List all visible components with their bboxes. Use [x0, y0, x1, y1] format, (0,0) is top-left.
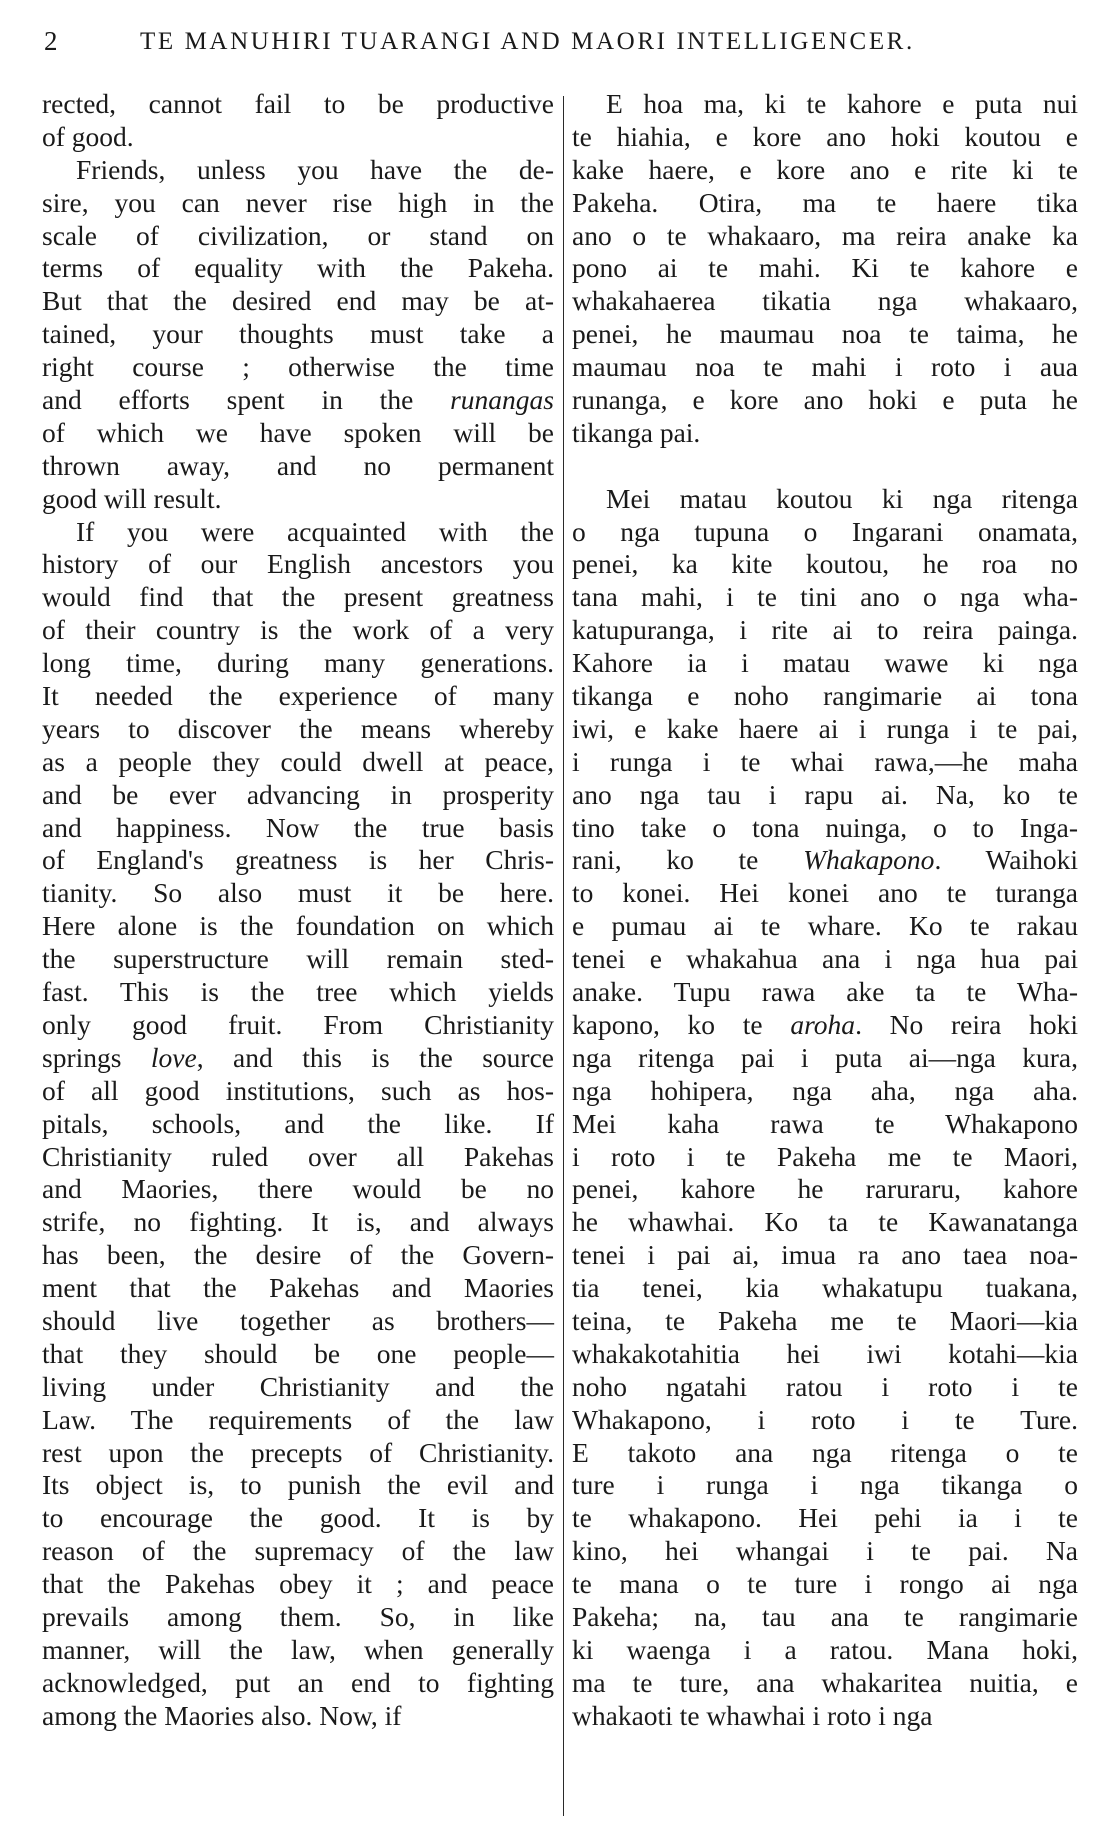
maori-text-line: o nga tupuna o Ingarani onamata,: [572, 515, 1078, 547]
maori-text-line: tia tenei, kia whakatupu tuakana,: [572, 1272, 1078, 1304]
maori-text-line: ma te ture, ana whakaritea nuitia, e: [572, 1666, 1078, 1698]
maori-text-line: ki waenga i a ratou. Mana hoki,: [572, 1633, 1078, 1665]
english-text-line: fast. This is the tree which yields: [42, 976, 554, 1008]
english-text-line: springs love, and this is the source: [42, 1041, 554, 1073]
english-text-line: scale of civilization, or stand on: [42, 219, 554, 251]
maori-text-line: whakaoti te whawhai i roto i nga: [572, 1699, 933, 1731]
english-text-line: reason of the supremacy of the law: [42, 1535, 554, 1567]
english-text-line: Christianity ruled over all Pakehas: [42, 1140, 554, 1172]
maori-text-line: te whakapono. Hei pehi ia i te: [572, 1502, 1078, 1534]
maori-text-line: runanga, e kore ano hoki e puta he: [572, 384, 1078, 416]
maori-text-line: kino, hei whangai i te pai. Na: [572, 1535, 1078, 1567]
english-text-line: of England's greatness is her Chris-: [42, 844, 554, 876]
english-text-line: should live together as brothers—: [42, 1304, 554, 1336]
english-text-line: Law. The requirements of the law: [42, 1403, 554, 1435]
maori-text-line: whakakotahitia hei iwi kotahi—kia: [572, 1337, 1078, 1369]
maori-text-line: to konei. Hei konei ano te turanga: [572, 877, 1078, 909]
maori-column: [572, 88, 1078, 1733]
english-text-line: Friends, unless you have the de-: [76, 153, 554, 185]
page-header: [40, 26, 1090, 66]
maori-text-line: he whawhai. Ko ta te Kawanatanga: [572, 1206, 1078, 1238]
maori-text-line: te hiahia, e kore ano hoki koutou e: [572, 120, 1078, 152]
english-text-line: that the Pakehas obey it ; and peace: [42, 1568, 554, 1600]
english-text-line: and efforts spent in the runangas: [42, 384, 554, 416]
english-text-line: rected, cannot fail to be productive: [42, 88, 554, 119]
english-text-line: Here alone is the foundation on which: [42, 910, 554, 942]
english-text-line: ment that the Pakehas and Maories: [42, 1272, 554, 1304]
maori-text-line: iwi, e kake haere ai i runga i te pai,: [572, 712, 1078, 744]
maori-text-line: whakahaerea tikatia nga whakaaro,: [572, 285, 1078, 317]
maori-text-line: tenei e whakahua ana i nga hua pai: [572, 943, 1078, 975]
english-text-line: that they should be one people—: [42, 1337, 554, 1369]
english-text-line: among the Maories also. Now, if: [42, 1699, 402, 1731]
maori-text-line: penei, kahore he raruraru, kahore: [572, 1173, 1078, 1205]
english-column: [42, 88, 554, 1733]
italic-word: aroha: [790, 1008, 856, 1040]
english-text-line: would find that the present greatness: [42, 581, 554, 613]
italic-word: love: [150, 1041, 197, 1073]
english-text-line: thrown away, and no permanent: [42, 449, 554, 481]
english-text-line: of which we have spoken will be: [42, 416, 554, 448]
english-text-line: years to discover the means whereby: [42, 712, 554, 744]
page-number: 2: [44, 26, 59, 56]
maori-text-line: nga hohipera, nga aha, nga aha.: [572, 1074, 1078, 1106]
english-text-line: But that the desired end may be at-: [42, 285, 554, 317]
maori-text-line: tikanga e noho rangimarie ai tona: [572, 680, 1078, 712]
english-text-line: and happiness. Now the true basis: [42, 811, 554, 843]
maori-text-line: tana mahi, i te tini ano o nga wha-: [572, 581, 1078, 613]
maori-text-line: Whakapono, i roto i te Ture.: [572, 1403, 1078, 1435]
english-text-line: as a people they could dwell at peace,: [42, 745, 554, 777]
maori-text-line: tenei i pai ai, imua ra ano taea noa-: [572, 1239, 1078, 1271]
english-text-line: tianity. So also must it be here.: [42, 877, 554, 909]
english-text-line: good will result.: [42, 482, 222, 514]
english-text-line: It needed the experience of many: [42, 680, 554, 712]
english-text-line: rest upon the precepts of Christianity.: [42, 1436, 554, 1468]
maori-text-line: Pakeha. Otira, ma te haere tika: [572, 186, 1078, 218]
maori-text-line: ano nga tau i rapu ai. Na, ko te: [572, 778, 1078, 810]
maori-text-line: anake. Tupu rawa ake ta te Wha-: [572, 976, 1078, 1008]
column-divider: [563, 96, 564, 1816]
english-text-line: to encourage the good. It is by: [42, 1502, 554, 1534]
english-text-line: the superstructure will remain sted-: [42, 943, 554, 975]
english-text-line: of all good institutions, such as hos-: [42, 1074, 554, 1106]
maori-text-line: Kahore ia i matau wawe ki nga: [572, 647, 1078, 679]
english-text-line: and Maories, there would be no: [42, 1173, 554, 1205]
english-text-line: living under Christianity and the: [42, 1370, 554, 1402]
english-text-line: manner, will the law, when generally: [42, 1633, 554, 1665]
english-text-line: right course ; otherwise the time: [42, 351, 554, 383]
english-text-line: sire, you can never rise high in the: [42, 186, 554, 218]
maori-text-line: penei, he maumau noa te taima, he: [572, 318, 1078, 350]
maori-text-line: kake haere, e kore ano e rite ki te: [572, 153, 1078, 185]
maori-text-line: noho ngatahi ratou i roto i te: [572, 1370, 1078, 1402]
maori-text-line: [572, 450, 1078, 483]
italic-word: runangas: [450, 384, 554, 416]
maori-text-line: katupuranga, i rite ai to reira painga.: [572, 614, 1078, 646]
english-text-line: strife, no fighting. It is, and always: [42, 1206, 554, 1238]
maori-text-line: i runga i te whai rawa,—he maha: [572, 745, 1078, 777]
maori-text-line: teina, te Pakeha me te Maori—kia: [572, 1304, 1078, 1336]
maori-text-line: kapono, ko te aroha. No reira hoki: [572, 1008, 1078, 1040]
maori-text-line: tino take o tona nuinga, o to Inga-: [572, 811, 1078, 843]
english-text-line: of good.: [42, 120, 134, 152]
english-text-line: Its object is, to punish the evil and: [42, 1469, 554, 1501]
maori-text-line: E takoto ana nga ritenga o te: [572, 1436, 1078, 1468]
maori-text-line: i roto i te Pakeha me te Maori,: [572, 1140, 1078, 1172]
maori-text-line: Pakeha; na, tau ana te rangimarie: [572, 1600, 1078, 1632]
english-text-line: has been, the desire of the Govern-: [42, 1239, 554, 1271]
english-text-line: and be ever advancing in prosperity: [42, 778, 554, 810]
english-text-line: prevails among them. So, in like: [42, 1600, 554, 1632]
maori-text-line: pono ai te mahi. Ki te kahore e: [572, 252, 1078, 284]
english-text-line: pitals, schools, and the like. If: [42, 1107, 554, 1139]
english-text-line: tained, your thoughts must take a: [42, 318, 554, 350]
maori-text-line: E hoa ma, ki te kahore e puta nui: [606, 88, 1078, 119]
maori-text-line: penei, ka kite koutou, he roa no: [572, 548, 1078, 580]
maori-text-line: te mana o te ture i rongo ai nga: [572, 1568, 1078, 1600]
italic-word: Whakapono: [803, 844, 935, 876]
english-text-line: acknowledged, put an end to fighting: [42, 1666, 554, 1698]
maori-text-line: ano o te whakaaro, ma reira anake ka: [572, 219, 1078, 251]
english-text-line: terms of equality with the Pakeha.: [42, 252, 554, 284]
english-text-line: only good fruit. From Christianity: [42, 1008, 554, 1040]
maori-text-line: e pumau ai te whare. Ko te rakau: [572, 910, 1078, 942]
english-text-line: history of our English ancestors you: [42, 548, 554, 580]
maori-text-line: ture i runga i nga tikanga o: [572, 1469, 1078, 1501]
maori-text-line: Mei kaha rawa te Whakapono: [572, 1107, 1078, 1139]
english-text-line: of their country is the work of a very: [42, 614, 554, 646]
maori-text-line: tikanga pai.: [572, 416, 701, 448]
maori-text-line: nga ritenga pai i puta ai—nga kura,: [572, 1041, 1078, 1073]
maori-text-line: rani, ko te Whakapono. Waihoki: [572, 844, 1078, 876]
maori-text-line: Mei matau koutou ki nga ritenga: [606, 482, 1078, 514]
english-text-line: long time, during many generations.: [42, 647, 554, 679]
running-head-title: TE MANUHIRI TUARANGI AND MAORI INTELLIGENCER.: [140, 28, 915, 55]
english-text-line: If you were acquainted with the: [76, 515, 554, 547]
maori-text-line: maumau noa te mahi i roto i aua: [572, 351, 1078, 383]
